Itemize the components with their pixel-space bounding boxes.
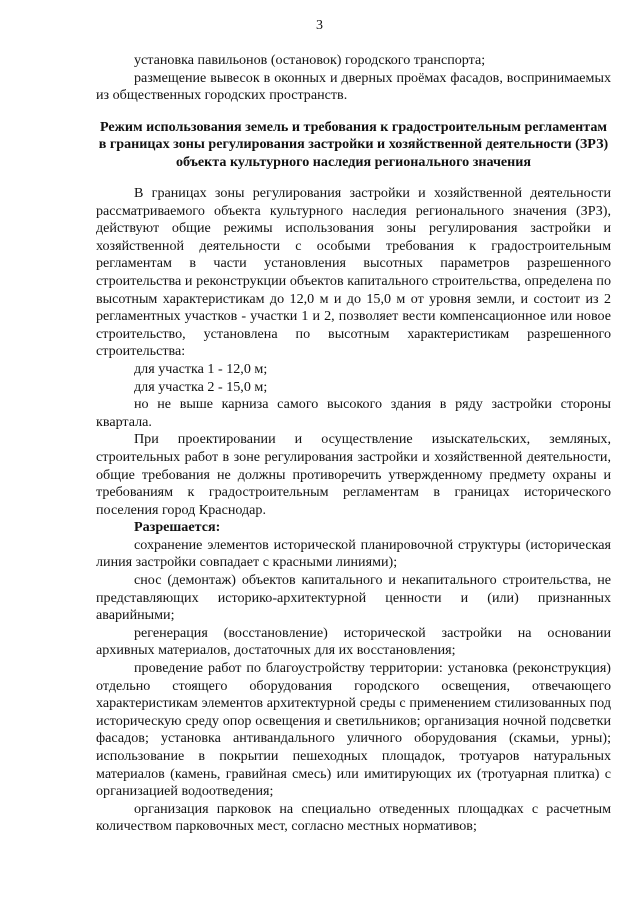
allowed-item-planning-structure: сохранение элементов исторической планировочной структуры (историческая линия застройки совпадает с красными линиями);: [96, 536, 611, 571]
spacer: [96, 171, 611, 185]
allowed-item-demolition: снос (демонтаж) объектов капитального и некапитального строительства, не представляющих историко-архитектурной ценности и (или) признанных аварийными;: [96, 572, 611, 624]
intro-item-transport: установка павильонов (остановок) городского транспорта;: [134, 52, 486, 68]
zone-regime-paragraph: В границах зоны регулирования застройки и хозяйственной деятельности рассматриваемого объекта культурного наследия регионального значения (ЗРЗ), действуют общие режимы использования зоны регулирования застройки и хозяйственной деятельности с особыми требования к градостроительным регламентам в части установления высотных параметров разрешенного строительства и реконструкции объектов капитального строительства, определена по высотным характеристикам до 12,0 м и до 15,0 м от уровня земли, и состоит из 2 регламентных участков - участки 1 и 2, позволяет вести компенсационное или новое строительство, установлена по высотным характеристикам разрешенного строительства:: [96, 185, 611, 360]
allowed-item-parking: организация парковок на специально отведенных площадках с расчетным количеством парковочных мест, согласно местных нормативов;: [96, 800, 611, 835]
section-heading: Режим использования земель и требования к градостроительным регламентам в границах зоны регулирования застройки и хозяйственной деятельности (ЗРЗ) объекта культурного наследия регионального значения: [98, 118, 609, 170]
allowed-item-regeneration: регенерация (восстановление) исторической застройки на основании архивных материалов, достаточных для их восстановления;: [96, 624, 611, 659]
height-item-plot-1: для участка 1 - 12,0 м;: [134, 360, 268, 377]
page-number: 3: [316, 18, 323, 33]
cornice-limit-paragraph: но не выше карниза самого высокого здания в ряду застройки стороны квартала.: [96, 396, 611, 430]
allowed-item-landscaping: проведение работ по благоустройству территории: установка (реконструкция) отдельно стоящего оборудования городского освещения, отвечающего характеристикам элементов архитектурной среды с применением стилизованных под историческую среду опор освещения и светильников; организация ночной подсветки фасадов; установка антивандального уличного оборудования (скамьи, урны); использование в покрытии пешеходных площадок, тротуаров натуральных материалов (камень, гравийная смесь) или имитирующих их (тротуарная плитка) с организацией водоотведения;: [96, 660, 611, 800]
intro-item-signage: размещение вывесок в оконных и дверных проёмах фасадов, воспринимаемых из общественных городских пространств.: [96, 69, 611, 104]
document-body: [96, 52, 611, 836]
spacer: [96, 105, 611, 119]
design-requirements-paragraph: При проектировании и осуществление изыскательских, земляных, строительных работ в зоне регулирования застройки и хозяйственной деятельности, общие требования не должны противоречить утвержденному предмету охраны и требованиям к градостроительным регламентам в границах исторического поселения город Краснодар.: [96, 431, 611, 518]
allowed-label: Разрешается:: [134, 519, 221, 536]
height-item-plot-2: для участка 2 - 15,0 м;: [134, 378, 268, 395]
